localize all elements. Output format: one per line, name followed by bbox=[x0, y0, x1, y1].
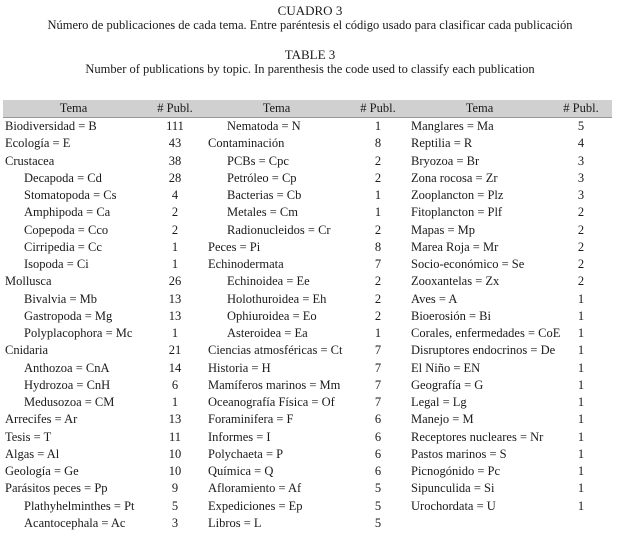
topic-cell: Historia = H bbox=[208, 360, 271, 375]
table-row bbox=[3, 480, 612, 497]
subtopic-cell: Anthozoa = CnA bbox=[24, 360, 110, 375]
topic-cell: Tesis = T bbox=[5, 429, 52, 444]
count-cell: 111 bbox=[166, 119, 184, 134]
count-cell: 1 bbox=[171, 395, 179, 410]
topic-cell: Zooxantelas = Zx bbox=[411, 274, 500, 289]
table-row bbox=[3, 291, 612, 308]
subtopic-cell: Copepoda = Cco bbox=[24, 222, 109, 237]
column-header-count: # Publ. bbox=[347, 100, 409, 118]
count-cell: 1 bbox=[374, 205, 382, 220]
count-cell: 5 bbox=[171, 498, 179, 513]
topic-cell: Sipunculida = Si bbox=[411, 481, 495, 496]
count-cell: 7 bbox=[374, 360, 382, 375]
count-cell: 7 bbox=[374, 257, 382, 272]
table-row bbox=[3, 342, 612, 359]
table-row bbox=[3, 325, 612, 342]
column-header-count: # Publ. bbox=[144, 100, 206, 118]
topic-cell: Mollusca bbox=[5, 274, 52, 289]
count-cell: 4 bbox=[171, 188, 179, 203]
topic-cell: Aves = A bbox=[411, 291, 458, 306]
topic-cell: Contaminación bbox=[208, 136, 285, 151]
table-row bbox=[3, 394, 612, 411]
topic-cell: Arrecifes = Ar bbox=[5, 412, 78, 427]
topic-cell: Zona rocosa = Zr bbox=[411, 170, 498, 185]
count-cell: 1 bbox=[171, 326, 179, 341]
count-cell: 1 bbox=[374, 119, 382, 134]
topic-cell: Peces = Pi bbox=[208, 239, 261, 254]
topic-cell: Manglares = Ma bbox=[411, 119, 494, 134]
table-row bbox=[3, 187, 612, 204]
topic-cell: Ciencias atmosféricas = Ct bbox=[208, 343, 343, 358]
count-cell: 2 bbox=[374, 291, 382, 306]
count-cell: 3 bbox=[171, 515, 179, 530]
count-cell: 7 bbox=[374, 395, 382, 410]
count-cell: 1 bbox=[577, 498, 585, 513]
subtopic-cell: Amphipoda = Ca bbox=[24, 205, 111, 220]
count-cell: 13 bbox=[168, 308, 182, 323]
table-row bbox=[3, 170, 612, 187]
topic-cell: Cnidaria bbox=[5, 343, 49, 358]
column-header-count: # Publ. bbox=[550, 100, 612, 118]
count-cell: 2 bbox=[374, 222, 382, 237]
count-cell: 13 bbox=[168, 412, 182, 427]
table-row bbox=[3, 118, 612, 136]
table-row bbox=[3, 463, 612, 480]
subtopic-cell: PCBs = Cpc bbox=[227, 153, 289, 168]
subtopic-cell: Petróleo = Cp bbox=[227, 170, 297, 185]
column-header-topic: Tema bbox=[206, 100, 347, 118]
subtopic-cell: Polyplacophora = Mc bbox=[24, 326, 133, 341]
topic-cell: Polychaeta = P bbox=[208, 446, 284, 461]
count-cell: 1 bbox=[374, 326, 382, 341]
count-cell: 8 bbox=[374, 239, 382, 254]
table-row bbox=[3, 446, 612, 463]
topic-cell: Picnogónido = Pc bbox=[411, 464, 500, 479]
topic-cell: Corales, enfermedades = CoE bbox=[411, 326, 561, 341]
topic-cell: Fitoplancton = Plf bbox=[411, 205, 503, 220]
topic-cell: El Niño = EN bbox=[411, 360, 481, 375]
count-cell: 1 bbox=[577, 429, 585, 444]
topic-cell: Zooplancton = Plz bbox=[411, 188, 504, 203]
count-cell: 6 bbox=[374, 412, 382, 427]
count-cell: 1 bbox=[374, 188, 382, 203]
subtopic-cell: Echinoidea = Ee bbox=[227, 274, 310, 289]
count-cell: 38 bbox=[168, 153, 182, 168]
topic-cell: Mapas = Mp bbox=[411, 222, 475, 237]
subtopic-cell: Plathyhelminthes = Pt bbox=[24, 498, 135, 513]
count-cell: 7 bbox=[374, 377, 382, 392]
topic-cell: Echinodermata bbox=[208, 257, 284, 272]
count-cell: 1 bbox=[577, 446, 585, 461]
table-row bbox=[3, 308, 612, 325]
table-row bbox=[3, 429, 612, 446]
count-cell: 6 bbox=[374, 446, 382, 461]
count-cell: 1 bbox=[577, 481, 585, 496]
caption-description-es: Número de publicaciones de cada tema. Entre paréntesis el código usado para clasificar cada publicación bbox=[47, 18, 573, 32]
count-cell: 6 bbox=[374, 464, 382, 479]
count-cell: 2 bbox=[171, 222, 179, 237]
table-row bbox=[3, 377, 612, 394]
subtopic-cell: Ophiuroidea = Eo bbox=[227, 308, 317, 323]
topic-cell: Disruptores endocrinos = De bbox=[411, 343, 556, 358]
column-header-topic: Tema bbox=[409, 100, 550, 118]
count-cell: 5 bbox=[374, 481, 382, 496]
subtopic-cell: Medusozoa = CM bbox=[24, 395, 115, 410]
count-cell: 9 bbox=[171, 481, 179, 496]
subtopic-cell: Asteroidea = Ea bbox=[227, 326, 308, 341]
count-cell: 2 bbox=[577, 222, 585, 237]
count-cell: 10 bbox=[168, 446, 182, 461]
count-cell: 21 bbox=[168, 343, 182, 358]
column-header-topic: Tema bbox=[3, 100, 144, 118]
topic-cell: Crustacea bbox=[5, 153, 55, 168]
count-cell: 2 bbox=[374, 170, 382, 185]
topic-cell: Marea Roja = Mr bbox=[411, 239, 499, 254]
table-row bbox=[3, 222, 612, 239]
topic-cell: Bioerosión = Bi bbox=[411, 308, 491, 323]
count-cell: 11 bbox=[168, 429, 182, 444]
topic-cell: Afloramiento = Af bbox=[208, 481, 302, 496]
subtopic-cell: Cirripedia = Cc bbox=[24, 239, 102, 254]
table-header-row bbox=[3, 100, 612, 118]
count-cell: 2 bbox=[374, 274, 382, 289]
subtopic-cell: Decapoda = Cd bbox=[24, 170, 102, 185]
count-cell bbox=[550, 515, 612, 532]
table-row bbox=[3, 153, 612, 170]
topic-cell: Reptilia = R bbox=[411, 136, 473, 151]
publications-table bbox=[3, 100, 612, 532]
count-cell: 2 bbox=[577, 239, 585, 254]
subtopic-cell: Radionucleidos = Cr bbox=[227, 222, 331, 237]
count-cell: 6 bbox=[171, 377, 179, 392]
count-cell: 1 bbox=[577, 395, 585, 410]
subtopic-cell: Stomatopoda = Cs bbox=[24, 188, 117, 203]
count-cell: 1 bbox=[171, 239, 179, 254]
table-row bbox=[3, 239, 612, 256]
topic-cell: Geografía = G bbox=[411, 377, 484, 392]
caption-title-es: CUADRO 3 bbox=[277, 3, 343, 18]
topic-cell: Ecología = E bbox=[5, 136, 71, 151]
topic-cell: Urochordata = U bbox=[411, 498, 496, 513]
subtopic-cell: Holothuroidea = Eh bbox=[227, 291, 327, 306]
count-cell: 7 bbox=[374, 343, 382, 358]
topic-cell: Libros = L bbox=[208, 515, 262, 530]
table-row bbox=[3, 360, 612, 377]
topic-cell: Geología = Ge bbox=[5, 464, 79, 479]
table-row bbox=[3, 204, 612, 221]
topic-cell: Mamíferos marinos = Mm bbox=[208, 377, 341, 392]
topic-cell: Manejo = M bbox=[411, 412, 474, 427]
count-cell: 13 bbox=[168, 291, 182, 306]
count-cell: 1 bbox=[577, 360, 585, 375]
count-cell: 1 bbox=[577, 326, 585, 341]
topic-cell: Algas = Al bbox=[5, 446, 60, 461]
count-cell: 2 bbox=[374, 153, 382, 168]
table-row bbox=[3, 273, 612, 290]
subtopic-cell: Bacterias = Cb bbox=[227, 188, 302, 203]
caption-title-en: TABLE 3 bbox=[284, 47, 336, 62]
topic-cell: Informes = I bbox=[208, 429, 271, 444]
count-cell: 8 bbox=[374, 136, 382, 151]
count-cell: 2 bbox=[577, 257, 585, 272]
subtopic-cell: Gastropoda = Mg bbox=[24, 308, 113, 323]
count-cell: 26 bbox=[168, 274, 182, 289]
count-cell: 14 bbox=[168, 360, 182, 375]
count-cell: 3 bbox=[577, 188, 585, 203]
table-row bbox=[3, 411, 612, 428]
subtopic-cell: Metales = Cm bbox=[227, 205, 298, 220]
count-cell: 10 bbox=[168, 464, 182, 479]
count-cell: 6 bbox=[374, 429, 382, 444]
table-caption bbox=[0, 4, 620, 77]
count-cell: 43 bbox=[168, 136, 182, 151]
count-cell: 1 bbox=[577, 377, 585, 392]
count-cell: 1 bbox=[171, 257, 179, 272]
count-cell: 1 bbox=[577, 464, 585, 479]
table-row bbox=[3, 515, 612, 532]
table-row bbox=[3, 498, 612, 515]
count-cell: 28 bbox=[168, 170, 182, 185]
caption-description-en: Number of publications by topic. In parenthesis the code used to classify each publication bbox=[85, 62, 535, 76]
count-cell: 1 bbox=[577, 308, 585, 323]
subtopic-cell: Nematoda = N bbox=[227, 119, 301, 134]
count-cell: 5 bbox=[374, 515, 382, 530]
topic-cell: Legal = Lg bbox=[411, 395, 467, 410]
topic-cell: Parásitos peces = Pp bbox=[5, 481, 108, 496]
count-cell: 3 bbox=[577, 153, 585, 168]
count-cell: 1 bbox=[577, 291, 585, 306]
count-cell: 4 bbox=[577, 136, 585, 151]
table-row bbox=[3, 135, 612, 152]
count-cell: 5 bbox=[577, 119, 585, 134]
subtopic-cell: Bivalvia = Mb bbox=[24, 291, 98, 306]
count-cell: 2 bbox=[577, 205, 585, 220]
topic-cell: Biodiversidad = B bbox=[5, 119, 97, 134]
subtopic-cell: Isopoda = Ci bbox=[24, 257, 89, 272]
topic-cell: Foraminifera = F bbox=[208, 412, 294, 427]
topic-cell: Socio-económico = Se bbox=[411, 257, 525, 272]
count-cell: 1 bbox=[577, 412, 585, 427]
count-cell: 2 bbox=[374, 308, 382, 323]
topic-cell: Química = Q bbox=[208, 464, 274, 479]
topic-cell: Bryozoa = Br bbox=[411, 153, 480, 168]
count-cell: 1 bbox=[577, 343, 585, 358]
count-cell: 5 bbox=[374, 498, 382, 513]
topic-cell: Oceanografía Física = Of bbox=[208, 395, 335, 410]
subtopic-cell: Acantocephala = Ac bbox=[24, 515, 126, 530]
topic-cell bbox=[409, 515, 550, 532]
topic-cell: Expediciones = Ep bbox=[208, 498, 303, 513]
count-cell: 3 bbox=[577, 170, 585, 185]
subtopic-cell: Hydrozoa = CnH bbox=[24, 377, 111, 392]
topic-cell: Receptores nucleares = Nr bbox=[411, 429, 544, 444]
count-cell: 2 bbox=[171, 205, 179, 220]
count-cell: 2 bbox=[577, 274, 585, 289]
topic-cell: Pastos marinos = S bbox=[411, 446, 507, 461]
table-row bbox=[3, 256, 612, 273]
